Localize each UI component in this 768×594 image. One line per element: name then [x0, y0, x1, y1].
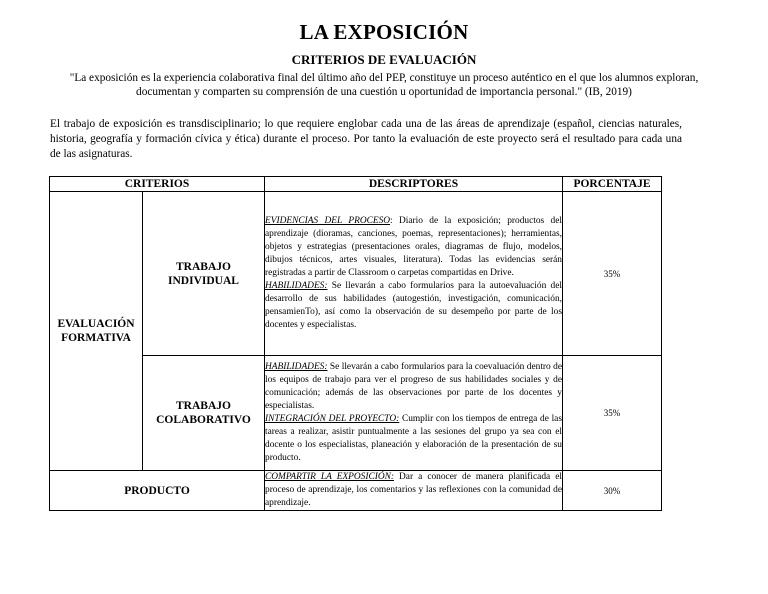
header-porcentaje: PORCENTAJE: [563, 177, 662, 192]
criterio-producto: PRODUCTO: [50, 471, 265, 511]
descriptor-trabajo-colaborativo: [265, 356, 563, 471]
porcentaje-producto: 30%: [563, 471, 662, 511]
descriptor-text: Se llevarán a cabo formularios para la coevaluación dentro de los equipos de trabajo para ver el progreso de sus habilidades sociales y de comunicación; además de las observaciones por parte de los docentes y especialistas.: [265, 362, 562, 411]
descriptor-label: EVIDENCIAS DEL PROCESO: [265, 216, 391, 226]
table-row: [50, 192, 662, 356]
criteria-table: [49, 176, 662, 511]
table-header-row: [50, 177, 662, 192]
intro-paragraph: El trabajo de exposición es transdisciplinario; lo que requiere englobar cada una de las áreas de aprendizaje (español, ciencias naturales, historia, geografía y formación cívica y ética) durante el proceso. Por tanto la evaluación de este proyecto será el resultado para cada una de las asignaturas.: [50, 118, 682, 160]
descriptor-trabajo-individual: [265, 192, 563, 356]
table-row: [50, 471, 662, 511]
subcriterio-trabajo-colaborativo: TRABAJO COLABORATIVO: [143, 356, 265, 471]
descriptor-producto: [265, 471, 563, 511]
descriptor-label: HABILIDADES:: [265, 281, 328, 291]
subcriterio-trabajo-individual: TRABAJO INDIVIDUAL: [143, 192, 265, 356]
descriptor-text: Se llevarán a cabo formularios para la autoevaluación del desarrollo de sus habilidades (autogestión, investigación, comunicación, pensamienTo), así como la observación de su desempeño por parte de los docentes y especialistas.: [265, 281, 562, 330]
header-criterios: CRITERIOS: [50, 177, 265, 192]
descriptor-label: HABILIDADES:: [265, 362, 328, 372]
ib-quote: "La exposición es la experiencia colaborativa final del último año del PEP, constituye un proceso auténtico en el que los alumnos exploran, documentan y comparten su comprensión de una cuestión u oportunidad de importancia personal." (IB, 2019): [69, 72, 699, 98]
descriptor-text: Cumplir con los tiempos de entrega de las tareas a realizar, asistir puntualmente a las sesiones del grupo ya sea con el docente o los especialistas, planeación y elaboración de la presentación de su producto.: [265, 414, 562, 463]
descriptor-text: Dar a conocer de manera planificada el proceso de aprendizaje, los comentarios y las reflexiones con la comunidad de aprendizaje.: [265, 472, 562, 508]
descriptor-text: : Diario de la exposición; productos del aprendizaje (dioramas, canciones, poemas, representaciones); herramientas, objetos y estrategias (presentaciones orales, diagramas de flujo, modelos, dibujos técnicos, artes visuales, literatura). Todas las evidencias serán registradas a partir de Classroom o carpetas compartidas en Drive.: [265, 216, 562, 278]
page-subtitle: CRITERIOS DE EVALUACIÓN: [291, 52, 477, 67]
header-descriptores: DESCRIPTORES: [265, 177, 563, 192]
porcentaje-trabajo-colaborativo: 35%: [563, 356, 662, 471]
page-title: LA EXPOSICIÓN: [299, 20, 469, 44]
descriptor-label: INTEGRACIÓN DEL PROYECTO:: [265, 414, 400, 424]
criterio-evaluacion-formativa: EVALUACIÓN FORMATIVA: [50, 192, 143, 471]
descriptor-label: COMPARTIR LA EXPOSICIÓN:: [265, 472, 394, 482]
porcentaje-trabajo-individual: 35%: [563, 192, 662, 356]
